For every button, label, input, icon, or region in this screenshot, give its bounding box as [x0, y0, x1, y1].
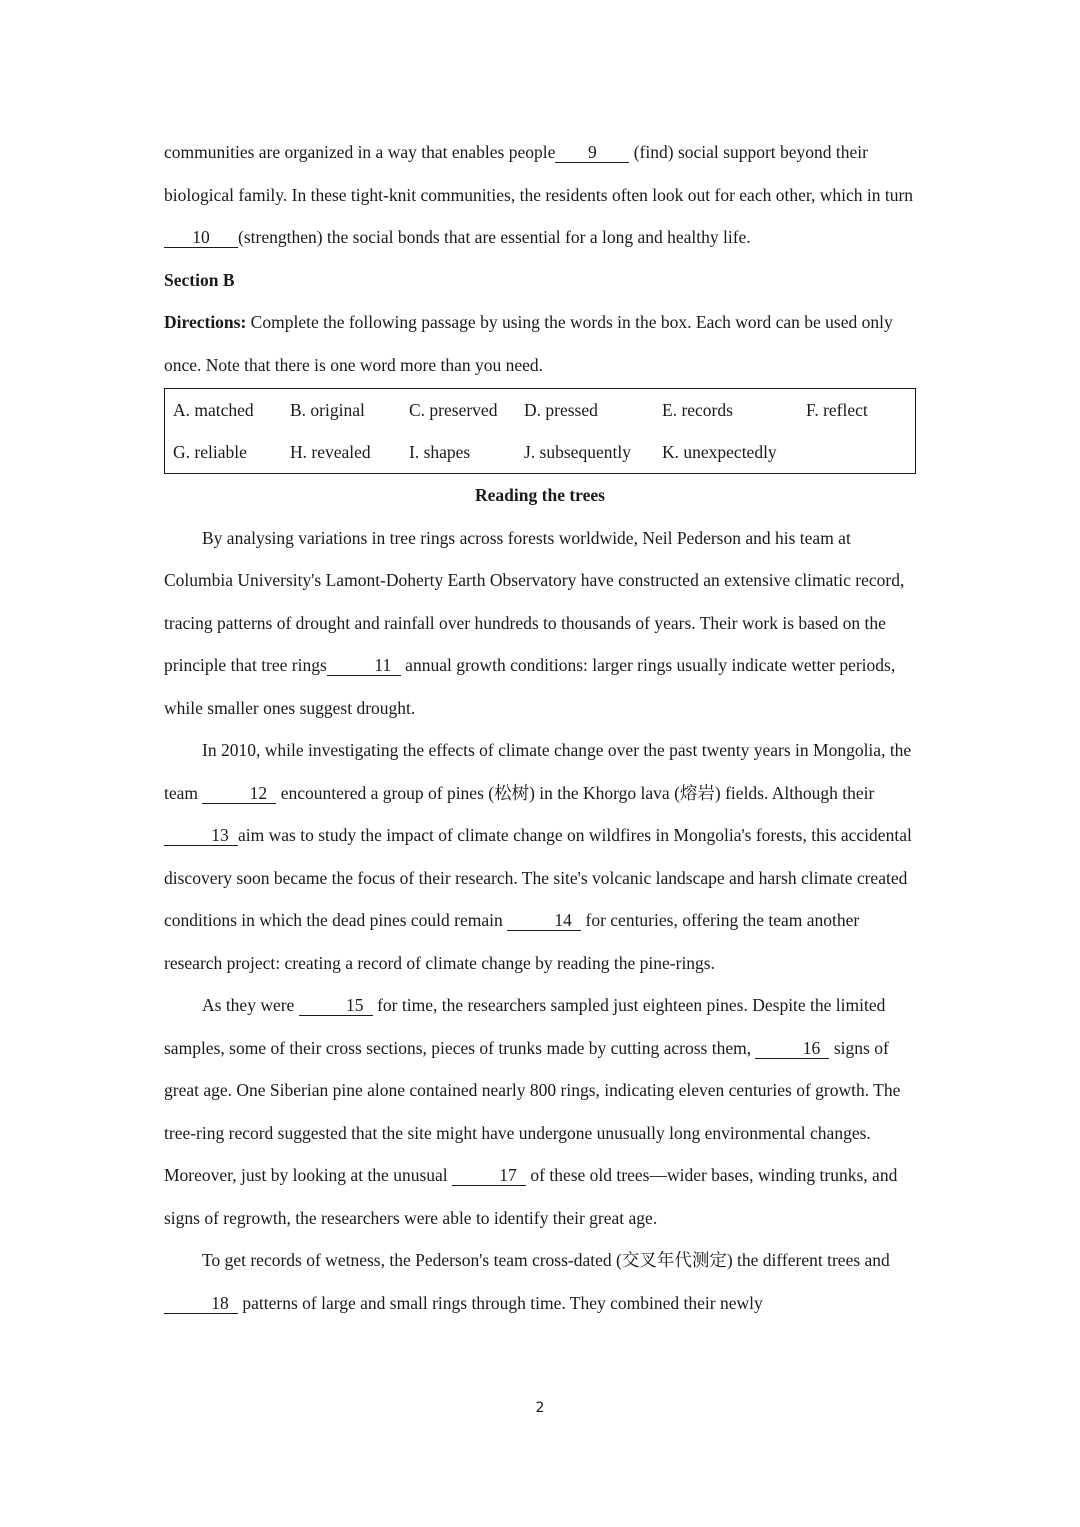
- word-option: F. reflect: [806, 400, 868, 420]
- text-run: communities are organized in a way that enables people: [164, 142, 556, 162]
- directions-text: Complete the following passage by using the words in the box. Each word can be used only once. Note that there is one word more than you need.: [164, 312, 893, 375]
- blank-11[interactable]: 11: [327, 655, 401, 676]
- passage-title: Reading the trees: [475, 485, 605, 505]
- blank-9[interactable]: 9: [555, 142, 629, 163]
- word-option: E. records: [662, 400, 733, 420]
- text-run: of these old trees—wider bases, winding trunks, and signs of regrowth, the researchers were able to identify their great age.: [164, 1165, 898, 1228]
- text-run: for centuries, offering the team another research project: creating a record of climate change by reading the pine-rings.: [164, 910, 860, 973]
- text-run: annual growth conditions: larger rings usually indicate wetter periods, while smaller ones suggest drought.: [164, 655, 896, 718]
- text-run: signs of great age. One Siberian pine alone contained nearly 800 rings, indicating eleven centuries of growth. The tree-ring record suggested that the site might have undergone unusually long environmental changes. Moreover, just by looking at the unusual: [164, 1037, 901, 1185]
- word-box: [164, 388, 916, 474]
- paragraph-continuation: [164, 131, 916, 259]
- text-run: patterns of large and small rings through time. They combined their newly: [238, 1292, 763, 1313]
- word-option-empty: [806, 431, 907, 473]
- word-option: K. unexpectedly: [662, 442, 777, 462]
- text-run: (strengthen) the social bonds that are essential for a long and healthy life.: [238, 227, 751, 247]
- document-page: [164, 131, 916, 1324]
- text-run: In 2010, while investigating the effects of climate change over the past twenty years in Mongolia, the team: [164, 740, 912, 803]
- section-heading: Section B: [164, 269, 235, 290]
- passage-paragraph-1: [164, 517, 916, 730]
- word-option: C. preserved: [409, 400, 498, 420]
- text-run: To get records of wetness, the Pederson's team cross-dated (交叉年代测定) the different trees and: [202, 1250, 890, 1270]
- word-option: B. original: [290, 400, 365, 420]
- passage-paragraph-4: [164, 1239, 916, 1324]
- text-run: As they were: [202, 995, 299, 1015]
- blank-15[interactable]: 15: [299, 995, 373, 1016]
- passage-paragraph-2: [164, 729, 916, 984]
- text-run: aim was to study the impact of climate change on wildfires in Mongolia's forests, this accidental discovery soon became the focus of their research. The site's volcanic landscape and harsh climate created conditions in which the dead pines could remain: [164, 825, 912, 930]
- word-option: J. subsequently: [524, 442, 631, 462]
- text-run: By analysing variations in tree rings across forests worldwide, Neil Pederson and his team at Columbia University's Lamont-Doherty Earth Observatory have constructed an extensive climatic record, tracing patterns of drought and rainfall over hundreds to thousands of years. Their work is based on the principle that tree rings: [164, 527, 905, 675]
- blank-12[interactable]: 12: [202, 783, 276, 804]
- blank-13[interactable]: 13: [164, 825, 238, 846]
- blank-18[interactable]: 18: [164, 1293, 238, 1314]
- text-run: encountered a group of pines (松树) in the Khorgo lava (熔岩) fields. Although their: [276, 782, 875, 803]
- word-option: A. matched: [173, 400, 254, 420]
- directions-label: Directions:: [164, 312, 247, 332]
- blank-16[interactable]: 16: [755, 1038, 829, 1059]
- blank-10[interactable]: 10: [164, 227, 238, 248]
- word-option: D. pressed: [524, 400, 598, 420]
- text-run: for time, the researchers sampled just eighteen pines. Despite the limited samples, some of their cross sections, pieces of trunks made by cutting across them,: [164, 995, 886, 1058]
- blank-17[interactable]: 17: [452, 1165, 526, 1186]
- page-number: 2: [535, 1400, 545, 1416]
- word-option: I. shapes: [409, 442, 471, 462]
- passage-paragraph-3: [164, 984, 916, 1239]
- word-option: H. revealed: [290, 442, 371, 462]
- directions: [164, 301, 916, 386]
- text-run: (find) social support beyond their biological family. In these tight-knit communities, the residents often look out for each other, which in turn: [164, 142, 914, 205]
- blank-14[interactable]: 14: [507, 910, 581, 931]
- word-option: G. reliable: [173, 442, 247, 462]
